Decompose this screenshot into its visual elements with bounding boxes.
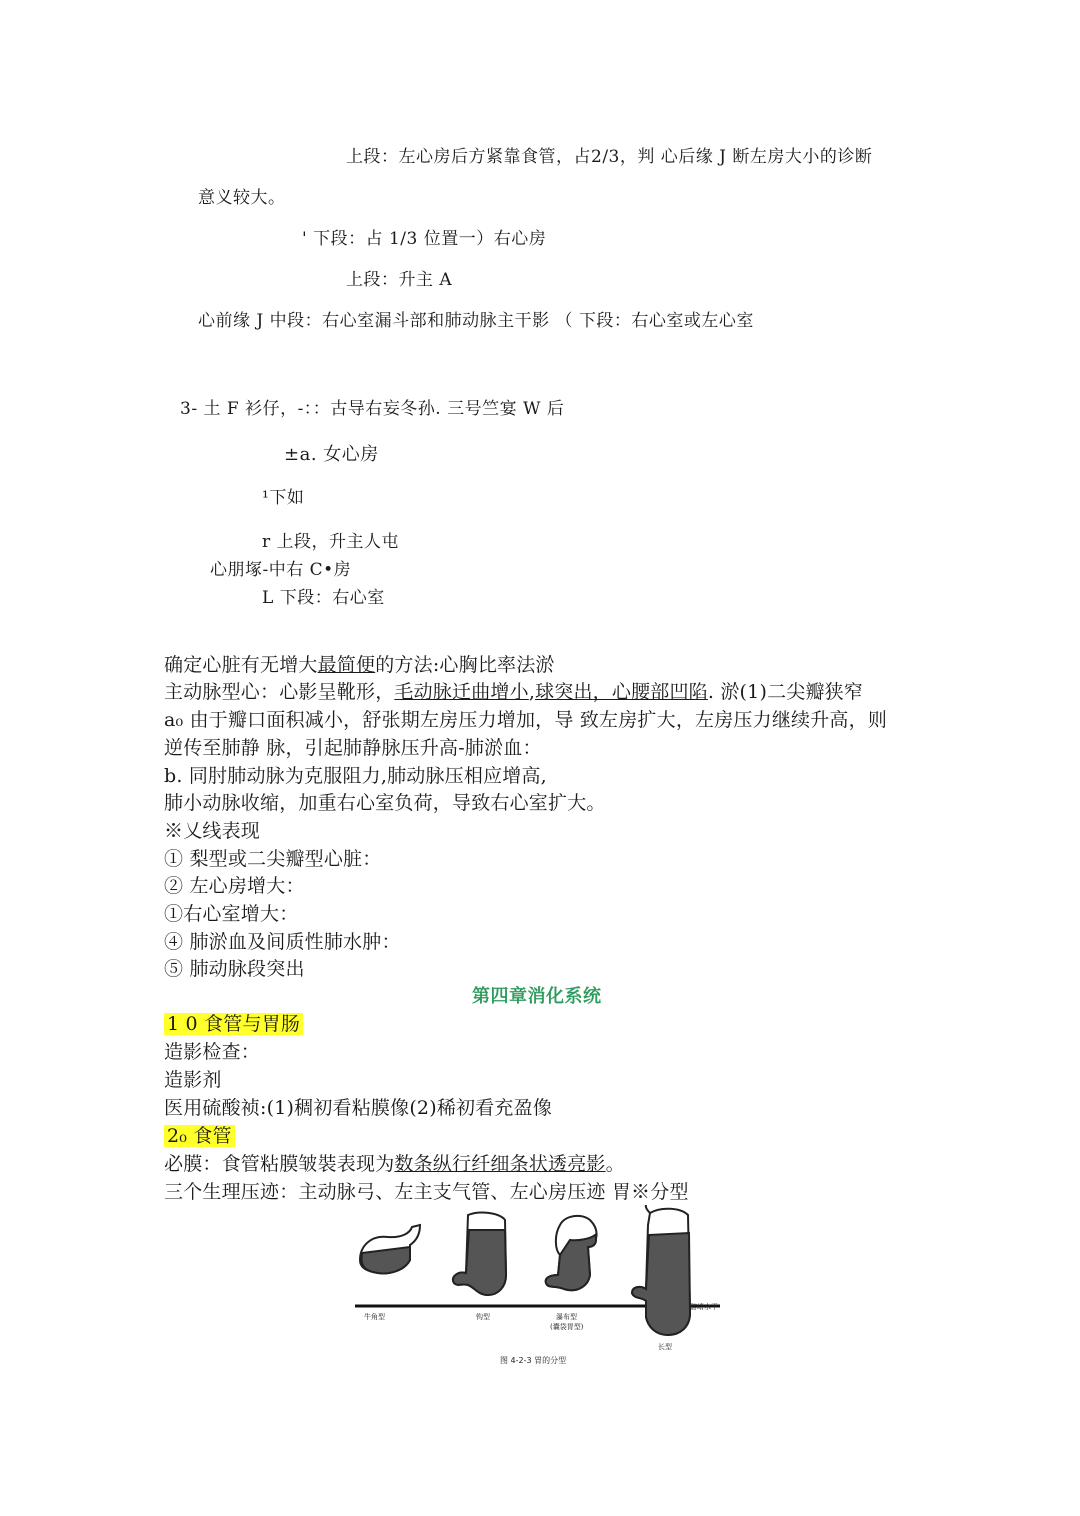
main-line-2-a: 主动脉型心：心影呈靴形， [164, 681, 395, 703]
chapter-line-5: 三个生理压迹：主动脉弓、左主支气管、左心房压迹 胃※分型 [164, 1181, 689, 1203]
main-line-2-c: , [528, 681, 536, 703]
fig-label-cascade: 瀑布型 [556, 1313, 577, 1321]
main-line-1 [164, 650, 555, 677]
main-line-7: ※乂线表现 [164, 820, 261, 842]
list-item: ① 梨型或二尖瓣型心脏： [164, 848, 382, 870]
main-line-2 [164, 677, 863, 704]
chapter-line-4 [164, 1149, 625, 1176]
figure-caption: 图 4-2-3 胃的分型 [500, 1356, 567, 1365]
main-line-4: 逆传至肺静 脉，引起肺静脉压升高-肺淤血： [164, 737, 542, 759]
stomach-steer-horn-icon [360, 1225, 420, 1273]
note-line-11: L 下段：右心室 [262, 588, 385, 608]
list-item: ② 左心房增大： [164, 875, 305, 897]
chapter-line-4-underlined: 数条纵行纤细条状透亮影 [394, 1153, 606, 1175]
list-item: ①右心室增大： [164, 903, 299, 925]
chapter-line-4-c: 。 [605, 1153, 625, 1175]
section-heading-1-text: 1 0 食管与胃肠 [164, 1013, 303, 1035]
fig-label-steer-horn: 牛角型 [364, 1313, 385, 1321]
main-line-1-c: 的方法:心胸比率法淤 [375, 654, 555, 676]
note-line-4: 上段：升主 A [346, 270, 453, 290]
chapter-line-3: 医用硫酸祯:(1)稠初看粘膜像(2)稀初看充盈像 [164, 1097, 553, 1119]
chapter-line-1: 造影检查： [164, 1041, 261, 1063]
note-line-3: ' 下段：占 1/3 位置一）右心房 [302, 229, 547, 249]
note-line-7: ±a. 女心房 [284, 444, 379, 465]
note-line-9: r 上段，升主人屯 [262, 532, 400, 552]
stomach-fishhook-icon [453, 1213, 506, 1295]
main-line-2-e: . 淤(1)二尖瓣狭窄 [707, 681, 864, 703]
note-line-5: 心前缘 J 中段：右心室漏斗部和肺动脉主干影 （ 下段：右心室或左心室 [198, 311, 754, 331]
chapter-title: 第四章消化系统 [472, 986, 602, 1007]
fig-label-iliac-crest: 髂嵴水平 [690, 1303, 718, 1311]
fig-label-fishhook: 钩型 [476, 1313, 490, 1321]
main-line-3: a₀ 由于瓣口面积减小，舒张期左房压力增加，导 致左房扩大，左房压力继续升高，则 [164, 709, 888, 731]
main-line-1-a: 确定心脏有无增大 [164, 654, 318, 676]
note-line-6: 3- 土 F 衫仔，-：：古导右妄冬孙. 三号竺宴 W 后 [180, 399, 565, 419]
main-line-6: 肺小动脉收缩，加重右心室负荷，导致右心室扩大。 [164, 792, 606, 814]
list-item: ⑤ 肺动脉段突出 [164, 958, 305, 980]
note-line-2: 意义较大。 [198, 188, 286, 208]
main-line-5: b. 同肘肺动脉为克服阻力,肺动脉压相应增高, [164, 765, 547, 787]
section-heading-2 [164, 1121, 235, 1148]
note-line-10: 心朋塚-中右 C•房 [210, 560, 352, 580]
main-line-2-underlined-1: 毛动脉迁曲增小 [394, 681, 529, 703]
section-heading-1 [164, 1009, 303, 1036]
list-item: ④ 肺淤血及间质性肺水肿： [164, 931, 401, 953]
fig-label-elongated: 长型 [658, 1343, 672, 1351]
chapter-line-4-a: 必膜：食管粘膜皱裝表现为 [164, 1153, 395, 1175]
fig-label-cascade-sub: (囊袋胃型) [550, 1323, 584, 1331]
main-line-1-underlined: 最简便 [317, 654, 376, 676]
note-line-1: 上段：左心房后方紧靠食管，占2/3，判 心后缘 J 断左房大小的诊断 [346, 147, 873, 167]
stomach-types-figure [350, 1205, 740, 1375]
stomach-elongated-icon [632, 1205, 690, 1335]
section-heading-2-text: 2₀ 食管 [164, 1125, 235, 1147]
note-line-8: ¹下如 [262, 488, 305, 508]
chapter-line-2: 造影剂 [164, 1069, 222, 1091]
stomach-cascade-icon [546, 1216, 597, 1290]
main-line-2-underlined-2: 球突出，心腰部凹陷 [535, 681, 708, 703]
